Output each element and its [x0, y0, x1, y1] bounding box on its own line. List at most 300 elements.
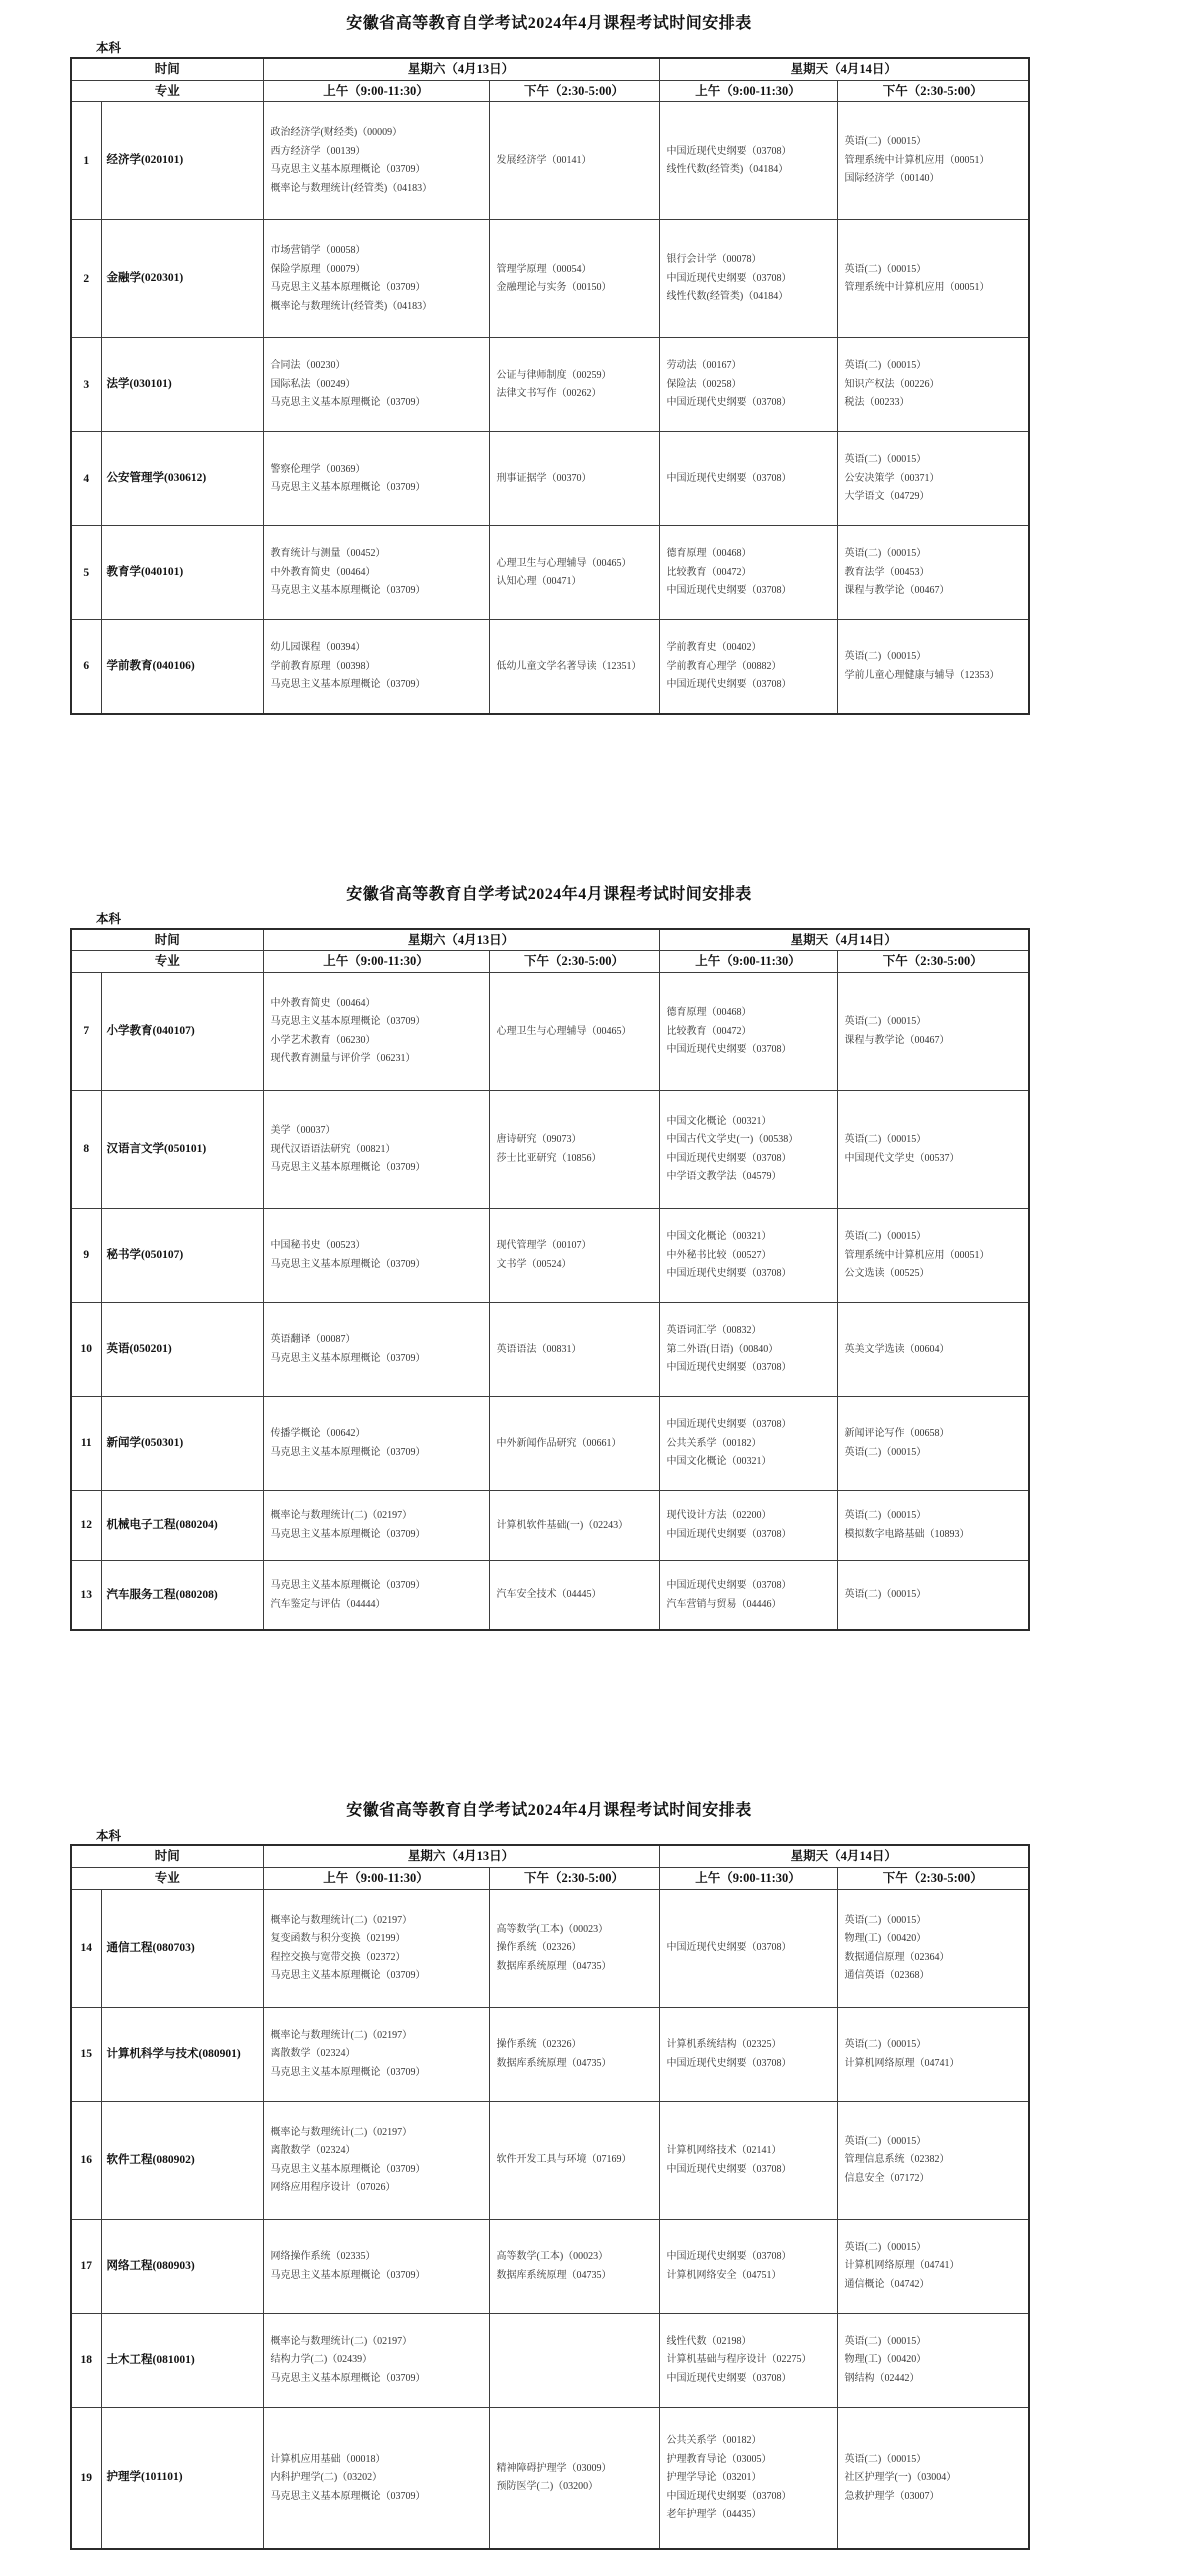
session-header-saturday-afternoon: 下午（2:30-5:00）: [489, 1867, 659, 1889]
course-item: 中国近现代史纲要（03708）: [666, 679, 792, 691]
course-item: 结构力学(二)（02439）: [270, 2354, 373, 2366]
course-item: 计算机软件基础(一)（02243）: [496, 1519, 629, 1531]
major-name: 教育学(040101): [101, 526, 263, 620]
degree-label: 本科: [96, 1828, 122, 1843]
corner-major-label: 专业: [71, 951, 263, 973]
row-number: 14: [71, 1889, 101, 2007]
schedule-table: [70, 928, 1030, 1632]
course-item: 国际经济学（00140）: [844, 173, 940, 185]
course-cell-saturday-morning: [263, 220, 489, 338]
session-header-saturday-morning: 上午（9:00-11:30）: [263, 1867, 489, 1889]
course-item: 汽车鉴定与评估（04444）: [270, 1598, 386, 1610]
course-cell-saturday-afternoon: [489, 2313, 659, 2407]
row-number: 17: [71, 2219, 101, 2313]
course-cell-sunday-morning: [659, 2407, 837, 2549]
schedule-table: [70, 1844, 1030, 2550]
course-item: 马克思主义基本原理概论（03709）: [270, 2163, 426, 2175]
course-item: 英语(二)（00015）: [844, 454, 927, 466]
course-item: 中国近现代史纲要（03708）: [666, 1942, 792, 1954]
course-cell-sunday-morning: [659, 1396, 837, 1490]
course-item: 管理系统中计算机应用（00051）: [844, 154, 990, 166]
course-cell-sunday-afternoon: [837, 620, 1029, 714]
course-cell-saturday-morning: [263, 2407, 489, 2549]
session-header-sunday-morning: 上午（9:00-11:30）: [659, 80, 837, 102]
course-item: 警察伦理学（00369）: [270, 463, 366, 475]
course-item: 市场营销学（00058）: [270, 245, 366, 257]
course-item: 中外新闻作品研究（00661）: [496, 1437, 622, 1449]
major-name: 通信工程(080703): [101, 1889, 263, 2007]
course-item: 概率论与数理统计(二)（02197）: [270, 2029, 413, 2041]
row-number: 5: [71, 526, 101, 620]
course-item: 美学（00037）: [270, 1125, 336, 1137]
course-item: 公证与律师制度（00259）: [496, 369, 612, 381]
row-number: 7: [71, 972, 101, 1090]
table-row: [71, 1208, 1029, 1302]
course-item: 马克思主义基本原理概论（03709）: [270, 1352, 426, 1364]
session-header-sunday-morning: 上午（9:00-11:30）: [659, 951, 837, 973]
course-cell-sunday-afternoon: [837, 102, 1029, 220]
course-item: 保险学原理（00079）: [270, 263, 366, 275]
major-name: 网络工程(080903): [101, 2219, 263, 2313]
course-item: 德育原理（00468）: [666, 548, 752, 560]
course-cell-saturday-morning: [263, 1560, 489, 1630]
course-item: 计算机网络安全（04751）: [666, 2269, 782, 2281]
course-item: 马克思主义基本原理概论（03709）: [270, 1528, 426, 1540]
course-item: 中外教育简史（00464）: [270, 566, 376, 578]
course-item: 中国近现代史纲要（03708）: [666, 585, 792, 597]
course-item: 社区护理学(一)（03004）: [844, 2472, 957, 2484]
major-name: 土木工程(081001): [101, 2313, 263, 2407]
course-cell-sunday-afternoon: [837, 1490, 1029, 1560]
course-item: 线性代数(经管类)（04184）: [666, 291, 789, 303]
course-item: 英语(二)（00015）: [844, 2135, 927, 2147]
course-item: 离散数学（02324）: [270, 2048, 356, 2060]
document-root: [0, 14, 1184, 2570]
course-item: 英语语法（00831）: [496, 1343, 582, 1355]
table-row: [71, 102, 1029, 220]
course-cell-sunday-afternoon: [837, 2101, 1029, 2219]
major-name: 新闻学(050301): [101, 1396, 263, 1490]
course-item: 计算机网络技术（02141）: [666, 2145, 782, 2157]
degree-label: 本科: [96, 911, 122, 926]
course-item: 公共关系学（00182）: [666, 1437, 762, 1449]
course-cell-saturday-morning: [263, 432, 489, 526]
course-cell-sunday-morning: [659, 972, 837, 1090]
course-cell-sunday-morning: [659, 2101, 837, 2219]
course-cell-sunday-afternoon: [837, 1396, 1029, 1490]
course-item: 高等数学(工本)（00023）: [496, 2251, 609, 2263]
course-item: 现代管理学（00107）: [496, 1240, 592, 1252]
schedule-sheet-3: [0, 1801, 1184, 2550]
header-row-sessions: [71, 80, 1029, 102]
course-item: 数据库系统原理（04735）: [496, 1960, 612, 1972]
corner-time-label: 时间: [71, 1845, 263, 1867]
course-item: 操作系统（02326）: [496, 1942, 582, 1954]
row-number: 6: [71, 620, 101, 714]
course-cell-sunday-morning: [659, 1208, 837, 1302]
course-cell-saturday-afternoon: [489, 102, 659, 220]
course-cell-saturday-morning: [263, 2101, 489, 2219]
course-item: 预防医学(二)（03200）: [496, 2481, 599, 2493]
course-item: 中国近现代史纲要（03708）: [666, 2372, 792, 2384]
course-cell-sunday-morning: [659, 338, 837, 432]
course-item: 公安决策学（00371）: [844, 472, 940, 484]
major-name: 小学教育(040107): [101, 972, 263, 1090]
table-row: [71, 432, 1029, 526]
course-cell-sunday-afternoon: [837, 1208, 1029, 1302]
major-name: 金融学(020301): [101, 220, 263, 338]
course-cell-sunday-morning: [659, 1302, 837, 1396]
course-cell-saturday-morning: [263, 526, 489, 620]
course-item: 英语(二)（00015）: [844, 2453, 927, 2465]
course-item: 莎士比亚研究（10856）: [496, 1152, 602, 1164]
course-item: 公共关系学（00182）: [666, 2435, 762, 2447]
course-item: 操作系统（02326）: [496, 2039, 582, 2051]
table-row: [71, 972, 1029, 1090]
course-item: 管理信息系统（02382）: [844, 2154, 950, 2166]
course-item: 马克思主义基本原理概论（03709）: [270, 1970, 426, 1982]
major-name: 英语(050201): [101, 1302, 263, 1396]
major-name: 护理学(101101): [101, 2407, 263, 2549]
course-item: 刑事证据学（00370）: [496, 472, 592, 484]
major-name: 法学(030101): [101, 338, 263, 432]
table-header: [71, 1845, 1029, 1889]
course-item: 马克思主义基本原理概论（03709）: [270, 1580, 426, 1592]
page-title: 安徽省高等教育自学考试2024年4月课程考试时间安排表: [346, 15, 752, 32]
course-cell-sunday-afternoon: [837, 1302, 1029, 1396]
course-item: 通信英语（02368）: [844, 1970, 930, 1982]
course-item: 中国文化概论（00321）: [666, 1231, 772, 1243]
course-cell-saturday-morning: [263, 2219, 489, 2313]
row-number: 10: [71, 1302, 101, 1396]
row-number: 2: [71, 220, 101, 338]
corner-major-label: 专业: [71, 1867, 263, 1889]
row-number: 9: [71, 1208, 101, 1302]
course-item: 模拟数字电路基础（10893）: [844, 1528, 970, 1540]
row-number: 18: [71, 2313, 101, 2407]
course-cell-sunday-afternoon: [837, 2219, 1029, 2313]
course-cell-sunday-morning: [659, 1560, 837, 1630]
table-row: [71, 2101, 1029, 2219]
day-header-saturday: 星期六（4月13日）: [263, 1845, 659, 1867]
course-item: 物理(工)（00420）: [844, 1933, 927, 1945]
course-item: 信息安全（07172）: [844, 2172, 930, 2184]
course-item: 中国近现代史纲要（03708）: [666, 1362, 792, 1374]
course-item: 离散数学（02324）: [270, 2145, 356, 2157]
course-item: 公文选读（00525）: [844, 1268, 930, 1280]
course-cell-sunday-afternoon: [837, 338, 1029, 432]
course-item: 马克思主义基本原理概论（03709）: [270, 164, 426, 176]
course-item: 马克思主义基本原理概论（03709）: [270, 2372, 426, 2384]
course-cell-saturday-afternoon: [489, 1560, 659, 1630]
course-item: 中国近现代史纲要（03708）: [666, 472, 792, 484]
course-item: 西方经济学（00139）: [270, 145, 366, 157]
course-item: 英语(二)（00015）: [844, 136, 927, 148]
course-item: 英语(二)（00015）: [844, 263, 927, 275]
corner-time-label: 时间: [71, 58, 263, 80]
course-cell-saturday-afternoon: [489, 338, 659, 432]
course-cell-sunday-morning: [659, 432, 837, 526]
session-header-sunday-morning: 上午（9:00-11:30）: [659, 1867, 837, 1889]
course-cell-saturday-morning: [263, 1302, 489, 1396]
row-number: 16: [71, 2101, 101, 2219]
table-row: [71, 1889, 1029, 2007]
course-item: 课程与教学论（00467）: [844, 585, 950, 597]
course-cell-sunday-afternoon: [837, 2407, 1029, 2549]
table-row: [71, 2219, 1029, 2313]
row-number: 11: [71, 1396, 101, 1490]
course-cell-saturday-afternoon: [489, 2007, 659, 2101]
header-row-sessions: [71, 1867, 1029, 1889]
course-item: 物理(工)（00420）: [844, 2354, 927, 2366]
course-item: 中国近现代史纲要（03708）: [666, 397, 792, 409]
course-item: 概率论与数理统计(二)（02197）: [270, 1914, 413, 1926]
table-row: [71, 220, 1029, 338]
course-item: 比较教育（00472）: [666, 1025, 752, 1037]
course-item: 英语(二)（00015）: [844, 1510, 927, 1522]
course-cell-saturday-afternoon: [489, 432, 659, 526]
course-cell-sunday-afternoon: [837, 2313, 1029, 2407]
table-body: [71, 1889, 1029, 2549]
course-item: 新闻评论写作（00658）: [844, 1428, 950, 1440]
header-row-days: [71, 1845, 1029, 1867]
course-item: 中国近现代史纲要（03708）: [666, 1528, 792, 1540]
day-header-sunday: 星期天（4月14日）: [659, 58, 1029, 80]
course-item: 英语词汇学（00832）: [666, 1325, 762, 1337]
course-item: 复变函数与积分变换（02199）: [270, 1933, 406, 1945]
course-cell-saturday-afternoon: [489, 1302, 659, 1396]
course-item: 课程与教学论（00467）: [844, 1034, 950, 1046]
course-cell-sunday-morning: [659, 526, 837, 620]
major-name: 计算机科学与技术(080901): [101, 2007, 263, 2101]
course-item: 中国古代文学史(一)（00538）: [666, 1134, 799, 1146]
course-item: 管理学原理（00054）: [496, 263, 592, 275]
course-cell-sunday-afternoon: [837, 972, 1029, 1090]
course-item: 中国近现代史纲要（03708）: [666, 2490, 792, 2502]
table-header: [71, 58, 1029, 102]
course-item: 英语(二)（00015）: [844, 548, 927, 560]
course-item: 英语(二)（00015）: [844, 2039, 927, 2051]
course-cell-saturday-morning: [263, 1090, 489, 1208]
table-row: [71, 1090, 1029, 1208]
table-row: [71, 1302, 1029, 1396]
row-number: 15: [71, 2007, 101, 2101]
course-item: 马克思主义基本原理概论（03709）: [270, 2066, 426, 2078]
major-name: 学前教育(040106): [101, 620, 263, 714]
course-item: 心理卫生与心理辅导（00465）: [496, 1025, 632, 1037]
table-row: [71, 1560, 1029, 1630]
day-header-sunday: 星期天（4月14日）: [659, 929, 1029, 951]
course-cell-sunday-morning: [659, 220, 837, 338]
course-item: 网络应用程序设计（07026）: [270, 2182, 396, 2194]
course-item: 概率论与数理统计(二)（02197）: [270, 1510, 413, 1522]
course-item: 心理卫生与心理辅导（00465）: [496, 557, 632, 569]
course-cell-saturday-afternoon: [489, 220, 659, 338]
course-cell-saturday-morning: [263, 1208, 489, 1302]
course-item: 数据库系统原理（04735）: [496, 2269, 612, 2281]
course-cell-saturday-morning: [263, 2313, 489, 2407]
course-item: 英美文学选读（00604）: [844, 1343, 950, 1355]
course-item: 发展经济学（00141）: [496, 154, 592, 166]
course-item: 概率论与数理统计(二)（02197）: [270, 2335, 413, 2347]
course-item: 马克思主义基本原理概论（03709）: [270, 585, 426, 597]
course-item: 比较教育（00472）: [666, 566, 752, 578]
course-item: 政治经济学(财经类)（00009）: [270, 127, 403, 139]
course-cell-saturday-morning: [263, 1490, 489, 1560]
corner-major-label: 专业: [71, 80, 263, 102]
course-item: 英语(二)（00015）: [844, 2335, 927, 2347]
session-header-saturday-afternoon: 下午（2:30-5:00）: [489, 951, 659, 973]
degree-label: 本科: [96, 41, 122, 56]
course-cell-saturday-afternoon: [489, 1396, 659, 1490]
course-item: 护理教育导论（03005）: [666, 2453, 772, 2465]
table-row: [71, 1490, 1029, 1560]
course-item: 中国文化概论（00321）: [666, 1115, 772, 1127]
course-cell-sunday-morning: [659, 1090, 837, 1208]
table-body: [71, 972, 1029, 1630]
table-row: [71, 620, 1029, 714]
course-item: 管理系统中计算机应用（00051）: [844, 282, 990, 294]
course-cell-saturday-afternoon: [489, 2219, 659, 2313]
course-cell-saturday-morning: [263, 620, 489, 714]
table-header: [71, 929, 1029, 973]
course-item: 中国近现代史纲要（03708）: [666, 1580, 792, 1592]
course-cell-sunday-morning: [659, 102, 837, 220]
table-row: [71, 2313, 1029, 2407]
course-item: 中国近现代史纲要（03708）: [666, 2163, 792, 2175]
course-item: 法律文书写作（00262）: [496, 388, 602, 400]
session-header-sunday-afternoon: 下午（2:30-5:00）: [837, 1867, 1029, 1889]
course-cell-sunday-afternoon: [837, 432, 1029, 526]
course-cell-saturday-morning: [263, 338, 489, 432]
course-cell-saturday-afternoon: [489, 620, 659, 714]
course-item: 教育法学（00453）: [844, 566, 930, 578]
schedule-sheet-1: [0, 14, 1184, 715]
session-header-saturday-morning: 上午（9:00-11:30）: [263, 80, 489, 102]
course-item: 计算机系统结构（02325）: [666, 2039, 782, 2051]
course-cell-sunday-morning: [659, 620, 837, 714]
major-name: 汉语言文学(050101): [101, 1090, 263, 1208]
course-item: 学前儿童心理健康与辅导（12353）: [844, 669, 1000, 681]
course-item: 中外教育简史（00464）: [270, 997, 376, 1009]
course-item: 认知心理（00471）: [496, 576, 582, 588]
course-item: 英语(二)（00015）: [844, 1446, 927, 1458]
course-item: 概率论与数理统计(经管类)（04183）: [270, 182, 433, 194]
course-item: 大学语文（04729）: [844, 491, 930, 503]
course-item: 数据库系统原理（04735）: [496, 2057, 612, 2069]
course-item: 学前教育史（00402）: [666, 642, 762, 654]
session-header-sunday-afternoon: 下午（2:30-5:00）: [837, 951, 1029, 973]
course-item: 老年护理学（04435）: [666, 2509, 762, 2521]
header-row-days: [71, 929, 1029, 951]
course-item: 税法（00233）: [844, 397, 910, 409]
course-cell-sunday-morning: [659, 2313, 837, 2407]
course-cell-sunday-afternoon: [837, 526, 1029, 620]
major-name: 软件工程(080902): [101, 2101, 263, 2219]
course-item: 国际私法（00249）: [270, 378, 356, 390]
course-cell-sunday-afternoon: [837, 220, 1029, 338]
course-item: 概率论与数理统计(二)（02197）: [270, 2126, 413, 2138]
schedule-table: [70, 57, 1030, 715]
course-cell-saturday-morning: [263, 2007, 489, 2101]
course-cell-sunday-morning: [659, 2219, 837, 2313]
header-row-days: [71, 58, 1029, 80]
course-item: 中国近现代史纲要（03708）: [666, 1268, 792, 1280]
course-item: 通信概论（04742）: [844, 2278, 930, 2290]
course-cell-sunday-afternoon: [837, 1560, 1029, 1630]
row-number: 19: [71, 2407, 101, 2549]
course-item: 马克思主义基本原理概论（03709）: [270, 1016, 426, 1028]
course-item: 管理系统中计算机应用（00051）: [844, 1249, 990, 1261]
course-item: 第二外语(日语)（00840）: [666, 1343, 779, 1355]
course-cell-saturday-morning: [263, 972, 489, 1090]
table-row: [71, 1396, 1029, 1490]
row-number: 12: [71, 1490, 101, 1560]
course-cell-saturday-afternoon: [489, 1490, 659, 1560]
table-row: [71, 2407, 1029, 2549]
header-row-sessions: [71, 951, 1029, 973]
course-item: 传播学概论（00642）: [270, 1428, 366, 1440]
course-cell-saturday-morning: [263, 102, 489, 220]
course-item: 马克思主义基本原理概论（03709）: [270, 482, 426, 494]
corner-time-label: 时间: [71, 929, 263, 951]
course-item: 文书学（00524）: [496, 1258, 572, 1270]
course-item: 保险法（00258）: [666, 378, 742, 390]
course-cell-saturday-morning: [263, 1396, 489, 1490]
course-item: 概率论与数理统计(经管类)（04183）: [270, 300, 433, 312]
course-item: 汽车安全技术（04445）: [496, 1589, 602, 1601]
course-item: 现代教育测量与评价学（06231）: [270, 1053, 416, 1065]
course-cell-saturday-afternoon: [489, 1208, 659, 1302]
major-name: 秘书学(050107): [101, 1208, 263, 1302]
course-cell-saturday-afternoon: [489, 1889, 659, 2007]
course-item: 马克思主义基本原理概论（03709）: [270, 679, 426, 691]
major-name: 经济学(020101): [101, 102, 263, 220]
session-header-saturday-morning: 上午（9:00-11:30）: [263, 951, 489, 973]
course-item: 中国现代文学史（00537）: [844, 1152, 960, 1164]
course-cell-sunday-morning: [659, 1889, 837, 2007]
course-item: 急救护理学（03007）: [844, 2490, 940, 2502]
course-item: 网络操作系统（02335）: [270, 2251, 376, 2263]
course-item: 英语(二)（00015）: [844, 2241, 927, 2253]
course-item: 线性代数（02198）: [666, 2335, 752, 2347]
course-item: 英语翻译（00087）: [270, 1334, 356, 1346]
course-cell-sunday-morning: [659, 2007, 837, 2101]
course-cell-saturday-afternoon: [489, 526, 659, 620]
page-title: 安徽省高等教育自学考试2024年4月课程考试时间安排表: [346, 885, 752, 903]
course-cell-saturday-afternoon: [489, 2407, 659, 2549]
session-header-saturday-afternoon: 下午（2:30-5:00）: [489, 80, 659, 102]
course-item: 中国近现代史纲要（03708）: [666, 2057, 792, 2069]
course-item: 马克思主义基本原理概论（03709）: [270, 1162, 426, 1174]
course-item: 中国近现代史纲要（03708）: [666, 1044, 792, 1056]
course-item: 线性代数(经管类)（04184）: [666, 164, 789, 176]
table-row: [71, 2007, 1029, 2101]
session-header-sunday-afternoon: 下午（2:30-5:00）: [837, 80, 1029, 102]
course-item: 计算机基础与程序设计（02275）: [666, 2354, 812, 2366]
course-item: 金融理论与实务（00150）: [496, 282, 612, 294]
course-item: 唐诗研究（09073）: [496, 1134, 582, 1146]
course-item: 马克思主义基本原理概论（03709）: [270, 282, 426, 294]
course-item: 知识产权法（00226）: [844, 378, 940, 390]
course-item: 马克思主义基本原理概论（03709）: [270, 2490, 426, 2502]
course-item: 内科护理学(二)（03202）: [270, 2472, 383, 2484]
course-cell-saturday-morning: [263, 1889, 489, 2007]
course-item: 数据通信原理（02364）: [844, 1951, 950, 1963]
course-item: 英语(二)（00015）: [844, 651, 927, 663]
row-number: 13: [71, 1560, 101, 1630]
course-item: 劳动法（00167）: [666, 360, 742, 372]
